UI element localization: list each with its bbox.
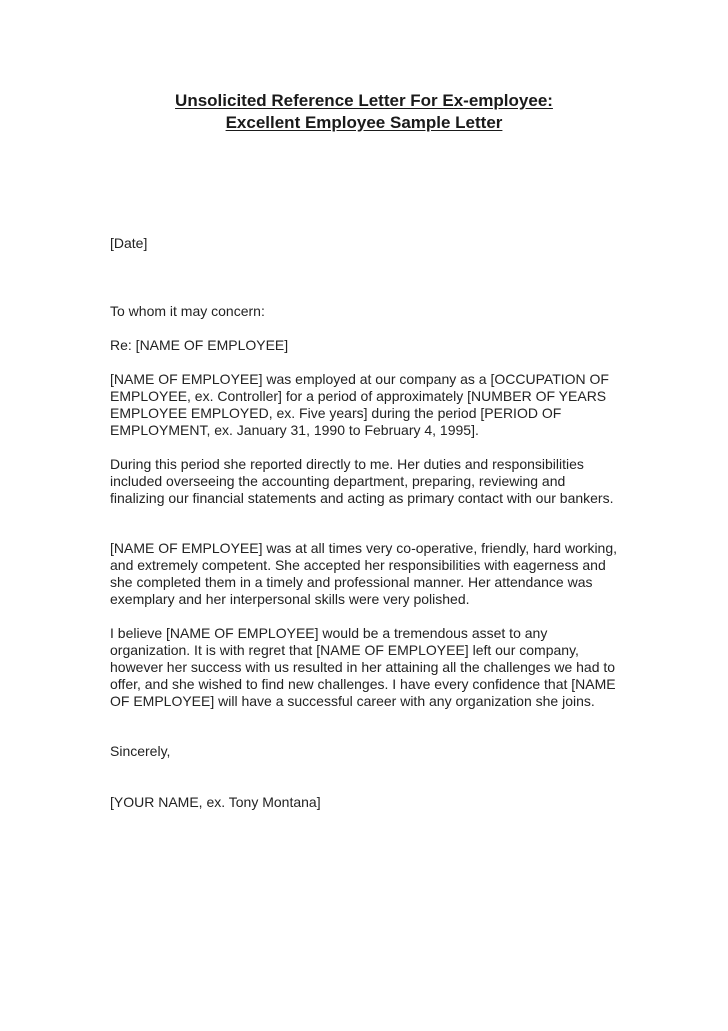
paragraph-employment: [NAME OF EMPLOYEE] was employed at our company as a [OCCUPATION OF EMPLOYEE, ex. Controller] for a period of approximately [NUMBER OF YEARS EMPLOYEE EMPLOYED, ex. Five years] during the period [PERIOD OF EMPLOYMENT, ex. January 31, 1990 to February 4, 1995]. (110, 371, 609, 438)
salutation: To whom it may concern: (110, 303, 265, 319)
closing: Sincerely, (110, 743, 171, 759)
paragraph-performance: [NAME OF EMPLOYEE] was at all times very co-operative, friendly, hard working, and extremely competent. She accepted her responsibilities with eagerness and she completed them in a timely and professional manner. Her attendance was exemplary and her interpersonal skills were very polished. (110, 540, 618, 607)
re-line: Re: [NAME OF EMPLOYEE] (110, 337, 289, 353)
title-line-2: Excellent Employee Sample Letter (225, 113, 503, 132)
signature: [YOUR NAME, ex. Tony Montana] (110, 794, 321, 810)
letter-title (100, 90, 628, 134)
title-line-1: Unsolicited Reference Letter For Ex-employee: (175, 91, 553, 110)
letter-date: [Date] (110, 235, 148, 251)
paragraph-recommendation: I believe [NAME OF EMPLOYEE] would be a tremendous asset to any organization. It is with regret that [NAME OF EMPLOYEE] left our company, however her success with us resulted in her attaining all the challenges we had to offer, and she wished to find new challenges. I have every confidence that [NAME OF EMPLOYEE] will have a successful career with any organization she joins. (110, 625, 616, 709)
paragraph-duties: During this period she reported directly to me. Her duties and responsibilities included overseeing the accounting department, preparing, reviewing and finalizing our financial statements and acting as primary contact with our bankers. (110, 456, 614, 506)
